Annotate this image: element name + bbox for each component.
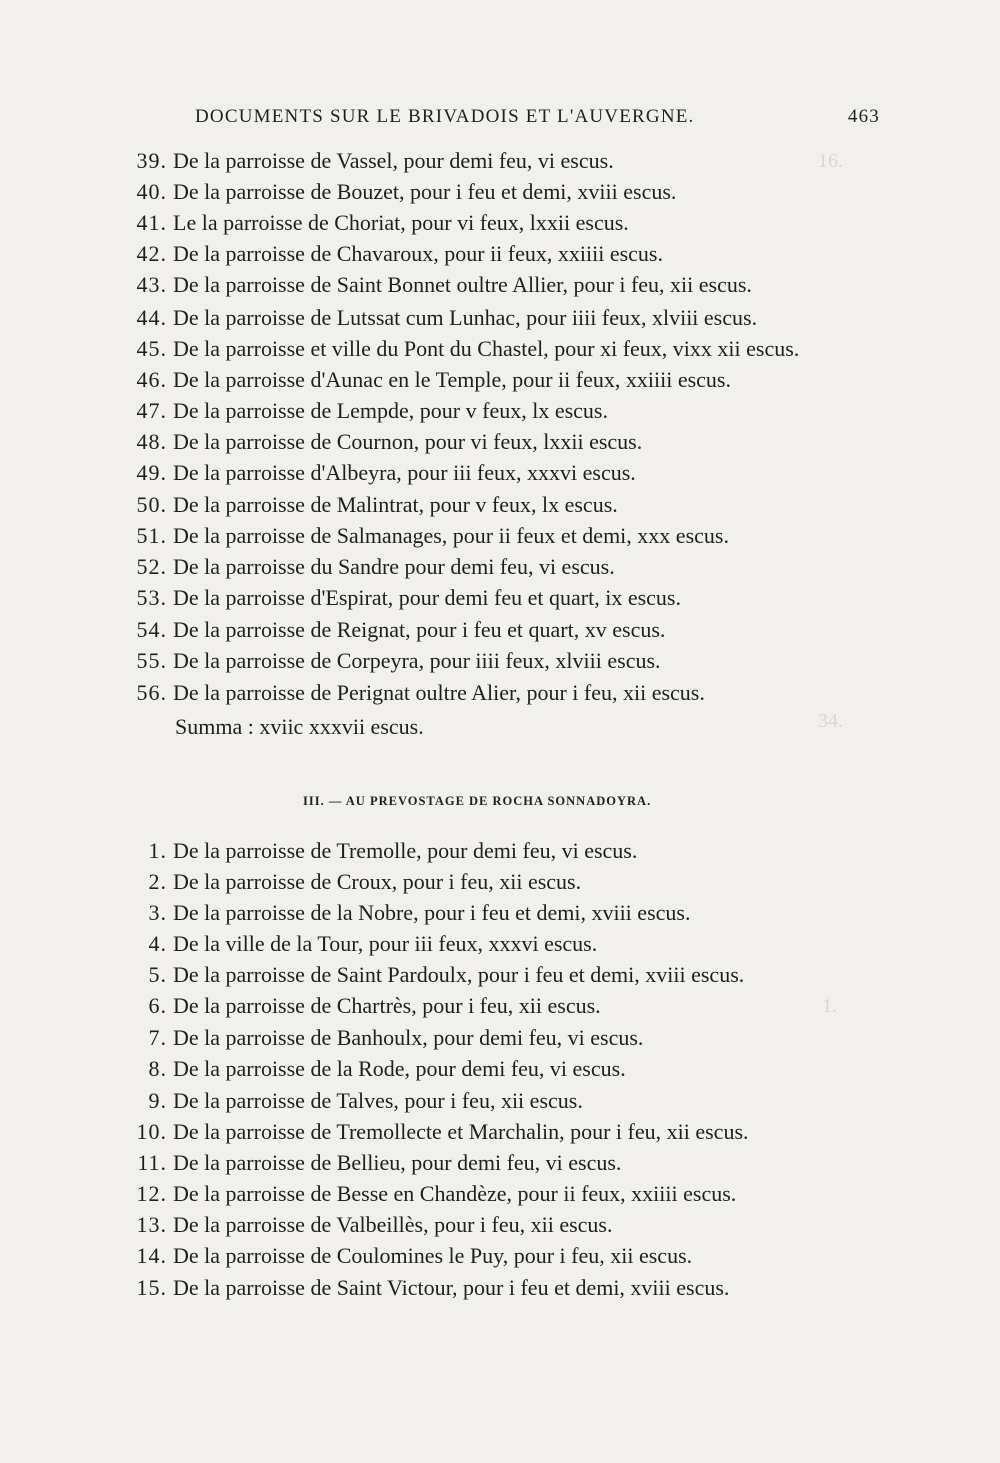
list-item — [112, 960, 744, 990]
list-item — [112, 1023, 643, 1053]
entry-number: 11. — [137, 1150, 167, 1175]
entry-text: De la parroisse de Chartrès, pour i feu, xii escus. — [173, 993, 601, 1018]
summa-total: Summa : xviic xxxvii escus. — [175, 714, 424, 739]
list-item — [112, 427, 642, 457]
entry-number: 9. — [148, 1088, 167, 1113]
entry-number: 12. — [136, 1181, 167, 1206]
entry-number: 53. — [136, 585, 167, 610]
list-item — [112, 303, 757, 333]
entry-number: 44. — [136, 305, 167, 330]
entry-number: 51. — [136, 523, 167, 548]
entry-number: 45. — [136, 336, 167, 361]
list-item — [112, 1054, 626, 1084]
entry-number: 40. — [136, 179, 167, 204]
entry-text: De la parroisse de Perignat oultre Alier, pour i feu, xii escus. — [173, 680, 705, 705]
entry-text: De la parroisse de Tremolle, pour demi feu, vi escus. — [173, 838, 638, 863]
list-item — [112, 615, 665, 645]
list-item — [112, 836, 637, 866]
entry-text: De la parroisse de Cournon, pour vi feux, lxxii escus. — [173, 429, 643, 454]
list-item — [112, 1179, 736, 1209]
entry-text: De la parroisse d'Aunac en le Temple, pour ii feux, xxiiii escus. — [173, 367, 731, 392]
entry-text: De la parroisse de Salmanages, pour ii feux et demi, xxx escus. — [173, 523, 729, 548]
entry-text: De la parroisse et ville du Pont du Chastel, pour xi feux, vixx xii escus. — [173, 336, 800, 361]
list-item — [112, 583, 681, 613]
list-item — [112, 239, 663, 269]
entry-text: De la parroisse d'Espirat, pour demi feu et quart, ix escus. — [173, 585, 681, 610]
list-item — [112, 1241, 692, 1271]
entry-text: De la ville de la Tour, pour iii feux, xxxvi escus. — [173, 931, 598, 956]
page-number: 463 — [847, 106, 880, 127]
entry-number: 15. — [136, 1275, 167, 1300]
list-item — [112, 1148, 621, 1178]
entry-text: De la parroisse de Lempde, pour v feux, lx escus. — [173, 398, 608, 423]
entry-text: Le la parroisse de Choriat, pour vi feux, lxxii escus. — [173, 210, 629, 235]
entry-text: De la parroisse de Vassel, pour demi feu, vi escus. — [173, 148, 614, 173]
entry-text: De la parroisse de Lutssat cum Lunhac, pour iiii feux, xlviii escus. — [173, 305, 758, 330]
entry-text: De la parroisse de Bouzet, pour i feu et demi, xviii escus. — [173, 179, 677, 204]
entry-text: De la parroisse de Coulomines le Puy, pour i feu, xii escus. — [173, 1243, 693, 1268]
entry-number: 48. — [136, 429, 167, 454]
entry-text: De la parroisse de Tremollecte et Marchalin, pour i feu, xii escus. — [173, 1119, 749, 1144]
entry-text: De la parroisse de Corpeyra, pour iiii feux, xlviii escus. — [173, 648, 661, 673]
list-item — [112, 521, 729, 551]
list-item — [112, 396, 608, 426]
entry-text: De la parroisse de la Rode, pour demi feu, vi escus. — [173, 1056, 626, 1081]
entry-text: De la parroisse de Saint Bonnet oultre Allier, pour i feu, xii escus. — [173, 272, 752, 297]
header-title: DOCUMENTS SUR LE BRIVADOIS ET L'AUVERGNE. — [195, 106, 695, 127]
entry-number: 14. — [136, 1243, 167, 1268]
entry-number: 56. — [136, 680, 167, 705]
entry-number: 1. — [148, 838, 167, 863]
entry-text: De la parroisse de Banhoulx, pour demi feu, vi escus. — [173, 1025, 644, 1050]
entry-number: 6. — [148, 993, 167, 1018]
entry-number: 55. — [136, 648, 167, 673]
entry-number: 49. — [136, 460, 167, 485]
list-item — [112, 365, 731, 395]
entry-text: De la parroisse de Reignat, pour i feu et quart, xv escus. — [173, 617, 666, 642]
entry-number: 2. — [148, 869, 167, 894]
entry-number: 8. — [148, 1056, 167, 1081]
list-item — [112, 991, 601, 1021]
list-item — [112, 177, 676, 207]
list-item — [112, 146, 614, 176]
entry-text: De la parroisse de Chavaroux, pour ii feux, xxiiii escus. — [173, 241, 663, 266]
entry-text: De la parroisse de Malintrat, pour v feux, lx escus. — [173, 492, 618, 517]
entry-number: 50. — [136, 492, 167, 517]
entry-text: De la parroisse de Talves, pour i feu, xii escus. — [173, 1088, 583, 1113]
list-item — [112, 646, 661, 676]
list-item — [112, 1086, 583, 1116]
entry-number: 41. — [136, 210, 167, 235]
list-item — [112, 270, 752, 300]
list-item — [112, 898, 690, 928]
entry-text: De la parroisse de Croux, pour i feu, xii escus. — [173, 869, 582, 894]
list-item — [112, 552, 615, 582]
list-item — [112, 929, 597, 959]
entry-number: 42. — [136, 241, 167, 266]
list-item — [112, 1117, 749, 1147]
list-item — [112, 334, 799, 364]
entry-number: 13. — [136, 1212, 167, 1237]
entry-text: De la parroisse de Saint Pardoulx, pour i feu et demi, xviii escus. — [173, 962, 745, 987]
entry-text: De la parroisse de Bellieu, pour demi feu, vi escus. — [173, 1150, 622, 1175]
entry-text: De la parroisse de Valbeillès, pour i feu, xii escus. — [173, 1212, 613, 1237]
entry-text: De la parroisse de Saint Victour, pour i feu et demi, xviii escus. — [173, 1275, 730, 1300]
section-heading: III. — AU PREVOSTAGE DE ROCHA SONNADOYRA. — [303, 794, 652, 808]
entry-number: 52. — [136, 554, 167, 579]
entry-number: 5. — [148, 962, 167, 987]
bleed-through-text: 34. — [818, 710, 843, 732]
entry-number: 47. — [136, 398, 167, 423]
list-item — [112, 867, 581, 897]
list-item — [112, 208, 629, 238]
bleed-through-text: 1. — [822, 995, 837, 1017]
entry-text: De la parroisse d'Albeyra, pour iii feux, xxxvi escus. — [173, 460, 636, 485]
list-item — [112, 458, 636, 488]
entry-number: 39. — [136, 148, 167, 173]
list-item — [112, 1210, 612, 1240]
entry-text: De la parroisse de la Nobre, pour i feu et demi, xviii escus. — [173, 900, 691, 925]
entry-number: 7. — [148, 1025, 167, 1050]
entry-text: De la parroisse du Sandre pour demi feu, vi escus. — [173, 554, 615, 579]
bleed-through-text: 16. — [818, 150, 843, 172]
entry-number: 4. — [148, 931, 167, 956]
entry-number: 10. — [136, 1119, 167, 1144]
entry-number: 43. — [136, 272, 167, 297]
list-item — [112, 678, 705, 708]
list-item — [112, 490, 618, 520]
entry-text: De la parroisse de Besse en Chandèze, pour ii feux, xxiiii escus. — [173, 1181, 737, 1206]
list-item — [112, 1273, 729, 1303]
entry-number: 46. — [136, 367, 167, 392]
entry-number: 54. — [136, 617, 167, 642]
entry-number: 3. — [148, 900, 167, 925]
